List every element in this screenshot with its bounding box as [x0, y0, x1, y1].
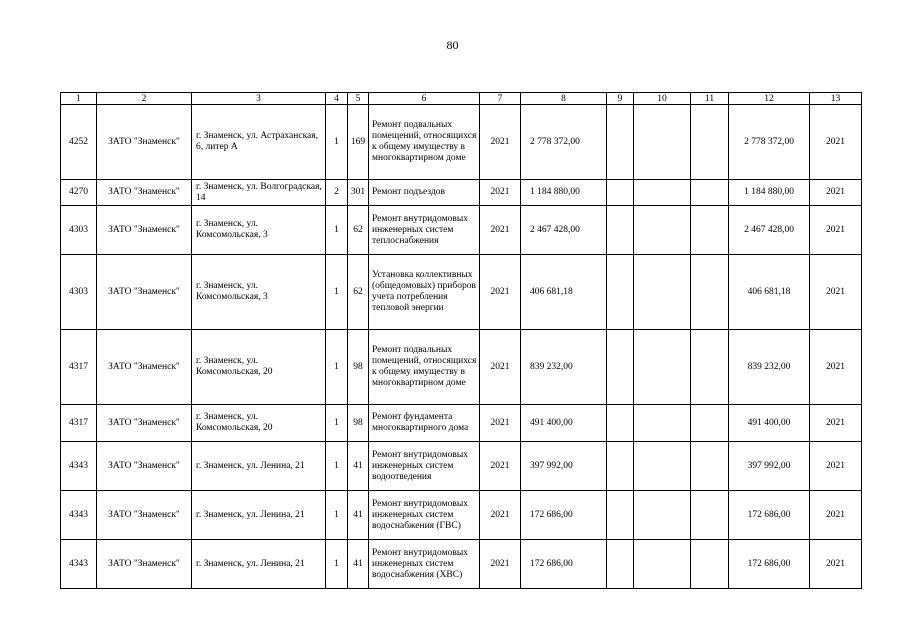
cost-cell: 839 232,00: [521, 330, 607, 405]
cost-cell: 491 400,00: [521, 405, 607, 442]
end-year-cell: 2021: [810, 206, 862, 255]
row-id-cell: 4343: [61, 491, 97, 540]
row-id-cell: 4252: [61, 105, 97, 180]
address-cell: г. Знаменск, ул. Астраханская, 6, литер А: [192, 105, 326, 180]
address-cell: г. Знаменск, ул. Ленина, 21: [192, 442, 326, 491]
column-11-cell: [691, 105, 729, 180]
address-cell: г. Знаменск, ул. Комсомольская, 20: [192, 330, 326, 405]
column-5-cell: 98: [348, 405, 369, 442]
address-cell: г. Знаменск, ул. Ленина, 21: [192, 491, 326, 540]
cost-cell: 172 686,00: [521, 491, 607, 540]
column-9-cell: [607, 180, 634, 206]
column-10-cell: [634, 540, 691, 589]
column-header: 13: [810, 93, 862, 105]
end-year-cell: 2021: [810, 405, 862, 442]
row-id-cell: 4303: [61, 255, 97, 330]
end-year-cell: 2021: [810, 491, 862, 540]
address-cell: г. Знаменск, ул. Ленина, 21: [192, 540, 326, 589]
cost-cell: 406 681,18: [521, 255, 607, 330]
end-year-cell: 2021: [810, 105, 862, 180]
column-4-cell: 1: [326, 255, 348, 330]
column-5-cell: 62: [348, 255, 369, 330]
column-5-cell: 98: [348, 330, 369, 405]
column-4-cell: 1: [326, 105, 348, 180]
column-11-cell: [691, 405, 729, 442]
table-row: [61, 206, 862, 255]
column-header: 10: [634, 93, 691, 105]
table-row: [61, 330, 862, 405]
column-header: 3: [192, 93, 326, 105]
total-cost-cell: 491 400,00: [729, 405, 810, 442]
total-cost-cell: 2 467 428,00: [729, 206, 810, 255]
work-type-cell: Установка коллективных (общедомовых) приборов учета потребления тепловой энергии: [369, 255, 480, 330]
column-9-cell: [607, 105, 634, 180]
column-5-cell: 62: [348, 206, 369, 255]
total-cost-cell: 172 686,00: [729, 491, 810, 540]
column-4-cell: 1: [326, 491, 348, 540]
work-type-cell: Ремонт внутридомовых инженерных систем теплоснабжения: [369, 206, 480, 255]
work-type-cell: Ремонт внутридомовых инженерных систем водоотведения: [369, 442, 480, 491]
column-number-row: [61, 93, 862, 105]
column-9-cell: [607, 405, 634, 442]
cost-cell: 2 778 372,00: [521, 105, 607, 180]
row-id-cell: 4317: [61, 330, 97, 405]
column-11-cell: [691, 206, 729, 255]
column-4-cell: 2: [326, 180, 348, 206]
column-header: 11: [691, 93, 729, 105]
work-type-cell: Ремонт подвальных помещений, относящихся к общему имуществу в многоквартирном доме: [369, 105, 480, 180]
end-year-cell: 2021: [810, 442, 862, 491]
row-id-cell: 4343: [61, 540, 97, 589]
column-header: 9: [607, 93, 634, 105]
address-cell: г. Знаменск, ул. Комсомольская, 20: [192, 405, 326, 442]
column-10-cell: [634, 105, 691, 180]
column-9-cell: [607, 330, 634, 405]
column-5-cell: 169: [348, 105, 369, 180]
municipality-cell: ЗАТО "Знаменск": [97, 255, 192, 330]
column-4-cell: 1: [326, 206, 348, 255]
table-row: [61, 255, 862, 330]
end-year-cell: 2021: [810, 180, 862, 206]
column-header: 12: [729, 93, 810, 105]
total-cost-cell: 406 681,18: [729, 255, 810, 330]
cost-cell: 397 992,00: [521, 442, 607, 491]
column-9-cell: [607, 206, 634, 255]
year-cell: 2021: [480, 330, 521, 405]
year-cell: 2021: [480, 491, 521, 540]
column-10-cell: [634, 180, 691, 206]
column-9-cell: [607, 255, 634, 330]
table-row: [61, 180, 862, 206]
municipality-cell: ЗАТО "Знаменск": [97, 540, 192, 589]
column-11-cell: [691, 330, 729, 405]
municipality-cell: ЗАТО "Знаменск": [97, 330, 192, 405]
column-4-cell: 1: [326, 540, 348, 589]
year-cell: 2021: [480, 540, 521, 589]
cost-cell: 172 686,00: [521, 540, 607, 589]
column-11-cell: [691, 255, 729, 330]
municipality-cell: ЗАТО "Знаменск": [97, 491, 192, 540]
total-cost-cell: 2 778 372,00: [729, 105, 810, 180]
year-cell: 2021: [480, 206, 521, 255]
total-cost-cell: 839 232,00: [729, 330, 810, 405]
total-cost-cell: 397 992,00: [729, 442, 810, 491]
address-cell: г. Знаменск, ул. Комсомольская, 3: [192, 255, 326, 330]
municipality-cell: ЗАТО "Знаменск": [97, 180, 192, 206]
year-cell: 2021: [480, 105, 521, 180]
municipality-cell: ЗАТО "Знаменск": [97, 105, 192, 180]
column-10-cell: [634, 255, 691, 330]
table-row: [61, 540, 862, 589]
column-header: 4: [326, 93, 348, 105]
column-header: 8: [521, 93, 607, 105]
column-10-cell: [634, 206, 691, 255]
column-4-cell: 1: [326, 442, 348, 491]
table-row: [61, 405, 862, 442]
column-9-cell: [607, 540, 634, 589]
row-id-cell: 4303: [61, 206, 97, 255]
address-cell: г. Знаменск, ул. Волгоградская, 14: [192, 180, 326, 206]
cost-cell: 2 467 428,00: [521, 206, 607, 255]
work-type-cell: Ремонт подвальных помещений, относящихся к общему имуществу в многоквартирном доме: [369, 330, 480, 405]
column-4-cell: 1: [326, 405, 348, 442]
total-cost-cell: 1 184 880,00: [729, 180, 810, 206]
row-id-cell: 4343: [61, 442, 97, 491]
table-row: [61, 442, 862, 491]
column-10-cell: [634, 330, 691, 405]
column-9-cell: [607, 491, 634, 540]
column-4-cell: 1: [326, 330, 348, 405]
row-id-cell: 4270: [61, 180, 97, 206]
end-year-cell: 2021: [810, 255, 862, 330]
column-11-cell: [691, 442, 729, 491]
column-header: 1: [61, 93, 97, 105]
column-9-cell: [607, 442, 634, 491]
table-row: [61, 105, 862, 180]
column-5-cell: 41: [348, 540, 369, 589]
year-cell: 2021: [480, 442, 521, 491]
municipality-cell: ЗАТО "Знаменск": [97, 442, 192, 491]
column-11-cell: [691, 180, 729, 206]
work-type-cell: Ремонт внутридомовых инженерных систем водоснабжения (ХВС): [369, 540, 480, 589]
column-header: 2: [97, 93, 192, 105]
work-type-cell: Ремонт подъездов: [369, 180, 480, 206]
year-cell: 2021: [480, 405, 521, 442]
column-header: 5: [348, 93, 369, 105]
municipality-cell: ЗАТО "Знаменск": [97, 206, 192, 255]
end-year-cell: 2021: [810, 540, 862, 589]
year-cell: 2021: [480, 180, 521, 206]
work-type-cell: Ремонт внутридомовых инженерных систем водоснабжения (ГВС): [369, 491, 480, 540]
column-10-cell: [634, 442, 691, 491]
row-id-cell: 4317: [61, 405, 97, 442]
column-11-cell: [691, 540, 729, 589]
municipality-cell: ЗАТО "Знаменск": [97, 405, 192, 442]
page-number: 80: [446, 38, 459, 52]
address-cell: г. Знаменск, ул. Комсомольская, 3: [192, 206, 326, 255]
cost-cell: 1 184 880,00: [521, 180, 607, 206]
register-table: [60, 92, 862, 589]
column-header: 7: [480, 93, 521, 105]
work-type-cell: Ремонт фундамента многоквартирного дома: [369, 405, 480, 442]
year-cell: 2021: [480, 255, 521, 330]
column-5-cell: 301: [348, 180, 369, 206]
column-header: 6: [369, 93, 480, 105]
column-10-cell: [634, 405, 691, 442]
column-10-cell: [634, 491, 691, 540]
table-row: [61, 491, 862, 540]
column-11-cell: [691, 491, 729, 540]
end-year-cell: 2021: [810, 330, 862, 405]
column-5-cell: 41: [348, 442, 369, 491]
total-cost-cell: 172 686,00: [729, 540, 810, 589]
column-5-cell: 41: [348, 491, 369, 540]
